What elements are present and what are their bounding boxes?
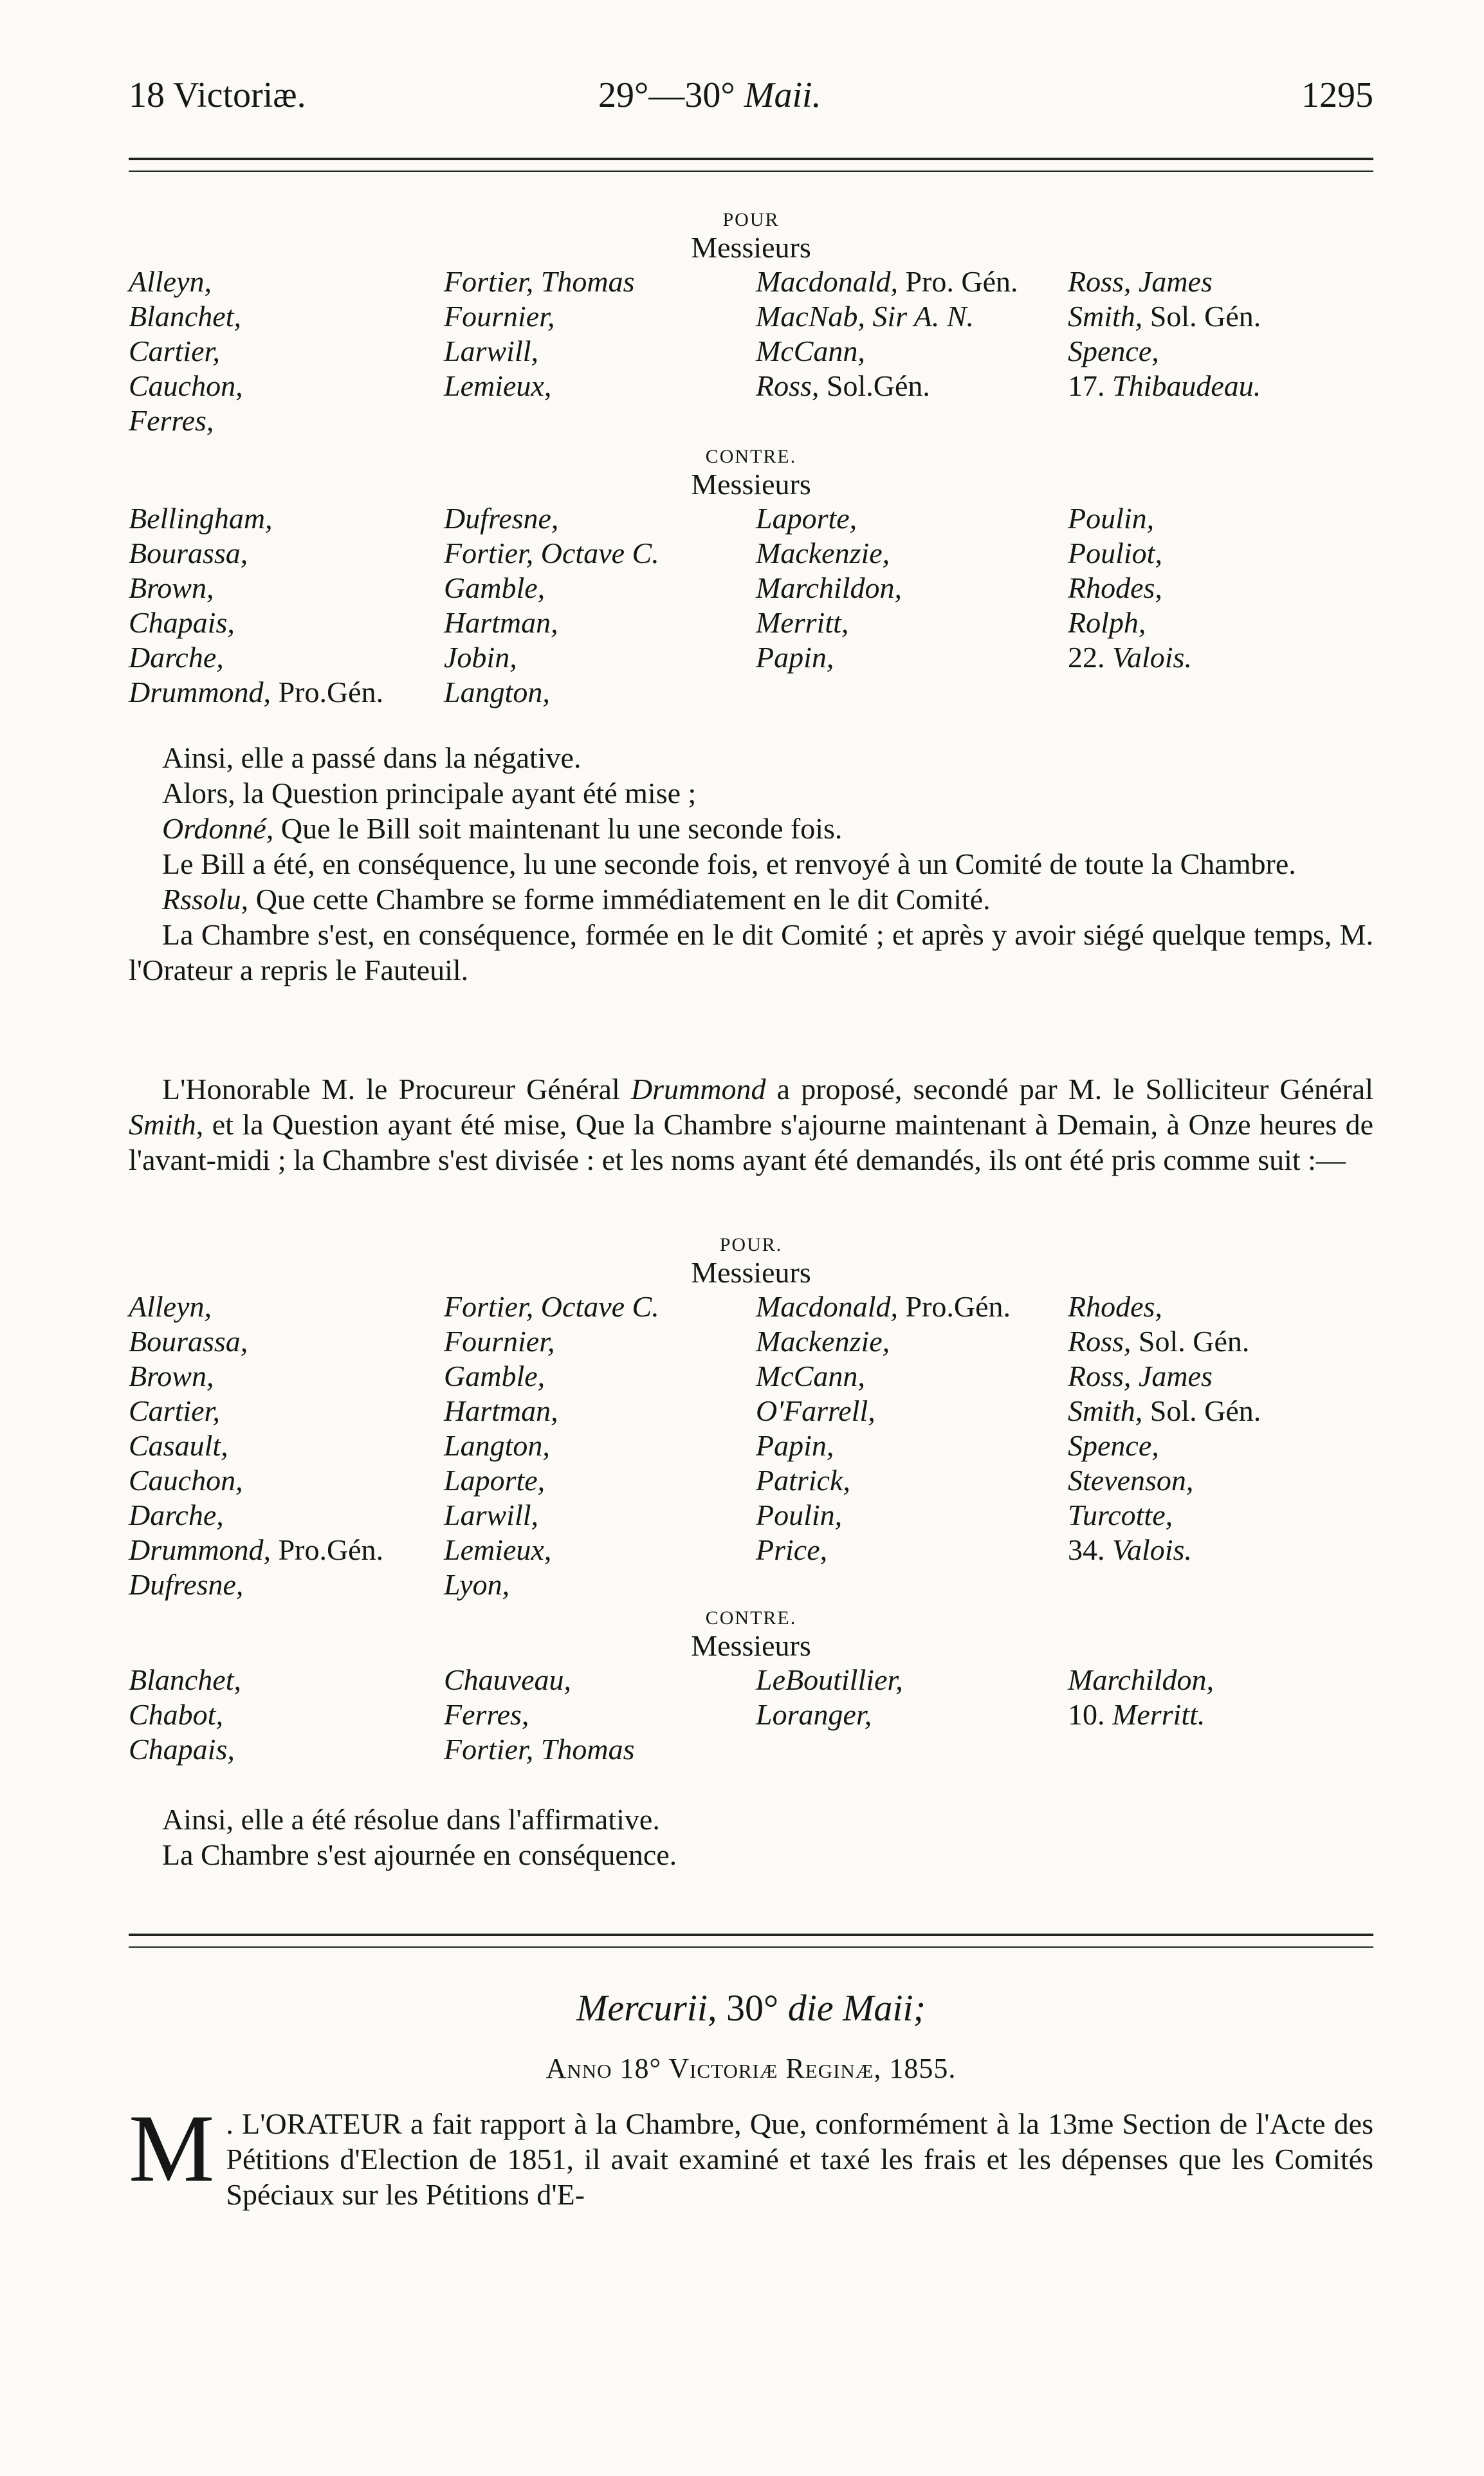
member-name: Bourassa, [129, 537, 248, 569]
name-row [129, 1567, 1373, 1602]
vote1-contre-messieurs: Messieurs [691, 468, 811, 501]
name-row [129, 369, 1373, 403]
member-name: Jobin, [444, 641, 517, 674]
paragraph: Ordonné, Que le Bill soit maintenant lu une seconde fois. [162, 812, 843, 845]
vote2-pour-messieurs: Messieurs [691, 1256, 811, 1289]
day-title: Mercurii, 30° die Maii; [576, 1987, 926, 2029]
header-dates: 29°—30° Maii. [598, 75, 821, 115]
member-name: Hartman, [444, 1394, 558, 1427]
paragraph: L'Honorable M. le Procureur Général Drummond a proposé, secondé par M. le Solliciteur Général Smith, et la Question ayant été mise, Que la Chambre s'ajourne maintenant à Demain, à Onze heures de l'avant-midi ; la Chambre s'est divisée : et les noms ayant été demandés, ils ont été pris comme suit :— [129, 1073, 1373, 1176]
page [129, 0, 1373, 2476]
member-name: Blanchet, [129, 300, 241, 333]
member-name: Macdonald, Pro.Gén. [756, 1290, 1011, 1323]
name-row [129, 1428, 1373, 1463]
member-name: Rhodes, [1068, 1290, 1162, 1323]
vote1-pour-names [129, 264, 1373, 438]
paragraph: La Chambre s'est, en conséquence, formée en le dit Comité ; et après y avoir siégé quelque temps, M. l'Orateur a repris le Fauteuil. [129, 918, 1373, 986]
member-name: Larwill, [444, 335, 539, 367]
member-name: Stevenson, [1068, 1464, 1194, 1497]
member-name: Papin, [756, 641, 834, 674]
opening-paragraph: M . L'ORATEUR a fait rapport à la Chambre, Que, conformément à la 13me Section de l'Acte des Pétitions d'Election de 1851, il avait examiné et taxé les frais et les dépenses que les Comités Spéciaux sur les Pétitions d'E- [129, 2095, 1373, 2211]
name-row [129, 403, 1373, 438]
member-name: 10. Merritt. [1068, 1698, 1205, 1731]
member-name: Marchildon, [756, 571, 902, 604]
drop-cap: M [129, 2095, 215, 2202]
member-name: Ross, Sol. Gén. [1068, 1325, 1250, 1358]
paragraph: Alors, la Question principale ayant été mise ; [162, 777, 697, 809]
member-name: Papin, [756, 1429, 834, 1462]
paragraph: La Chambre s'est ajournée en conséquence. [162, 1838, 677, 1871]
name-row [129, 299, 1373, 334]
member-name: Alleyn, [129, 1290, 212, 1323]
vote1-pour-messieurs: Messieurs [691, 231, 811, 264]
member-name: Chabot, [129, 1698, 223, 1731]
member-name: Ross, James [1068, 265, 1213, 298]
member-name: 17. Thibaudeau. [1068, 369, 1261, 402]
name-row [129, 605, 1373, 640]
running-header [129, 69, 1373, 121]
name-row [129, 264, 1373, 299]
member-name: Rolph, [1068, 606, 1146, 639]
member-name: Darche, [129, 641, 224, 674]
member-name: Bellingham, [129, 502, 273, 535]
member-name: Rhodes, [1068, 571, 1162, 604]
member-name: O'Farrell, [756, 1394, 875, 1427]
member-name: Hartman, [444, 606, 558, 639]
name-row [129, 1289, 1373, 1324]
member-name: Chapais, [129, 1733, 235, 1766]
member-name: Smith, Sol. Gén. [1068, 300, 1261, 333]
member-name: Patrick, [756, 1464, 850, 1497]
member-name: Smith, Sol. Gén. [1068, 1394, 1261, 1427]
member-name: Gamble, [444, 1360, 545, 1392]
member-name: Laporte, [756, 502, 857, 535]
member-name: Spence, [1068, 1429, 1159, 1462]
member-name: Ferres, [129, 404, 214, 437]
member-name: Fournier, [444, 300, 555, 333]
name-row [129, 1394, 1373, 1428]
name-row [129, 334, 1373, 369]
member-name: Ross, James [1068, 1360, 1213, 1392]
vote1-pour-label: POUR [722, 209, 780, 230]
member-name: Cartier, [129, 335, 220, 367]
member-name: Larwill, [444, 1499, 539, 1531]
member-name: Drummond, Pro.Gén. [129, 676, 384, 708]
section-rule [129, 1934, 1373, 1948]
member-name: McCann, [756, 335, 865, 367]
member-name: Langton, [444, 1429, 550, 1462]
name-row [129, 1359, 1373, 1394]
member-name: Ferres, [444, 1698, 529, 1731]
member-name: Darche, [129, 1499, 224, 1531]
text1-block [129, 740, 1373, 988]
member-name: Langton, [444, 676, 550, 708]
member-name: Lyon, [444, 1568, 510, 1601]
name-row [129, 1697, 1373, 1732]
vote1-contre-label: CONTRE. [705, 446, 797, 467]
member-name: Cauchon, [129, 369, 243, 402]
vote2-block [129, 1234, 1373, 1767]
member-name: Mackenzie, [756, 537, 890, 569]
name-row [129, 1663, 1373, 1697]
vote2-contre-messieurs: Messieurs [691, 1629, 811, 1662]
member-name: Blanchet, [129, 1663, 241, 1696]
member-name: Casault, [129, 1429, 228, 1462]
member-name: Pouliot, [1068, 537, 1162, 569]
page-number: 1295 [1301, 75, 1373, 115]
name-row [129, 536, 1373, 571]
member-name: Lemieux, [444, 369, 552, 402]
member-name: Mackenzie, [756, 1325, 890, 1358]
member-name: Chauveau, [444, 1663, 572, 1696]
name-row [129, 501, 1373, 536]
member-name: LeBoutillier, [756, 1663, 903, 1696]
member-name: Fortier, Octave C. [444, 1290, 659, 1323]
member-name: Spence, [1068, 335, 1159, 367]
paragraph: Ainsi, elle a été résolue dans l'affirmative. [162, 1803, 660, 1836]
member-name: MacNab, Sir A. N. [756, 300, 975, 333]
member-name: Alleyn, [129, 265, 212, 298]
member-name: Loranger, [756, 1698, 872, 1731]
paragraph: Rssolu, Que cette Chambre se forme immédiatement en le dit Comité. [162, 883, 991, 916]
member-name: Fortier, Octave C. [444, 537, 659, 569]
vote2-contre-label: CONTRE. [705, 1607, 797, 1629]
name-row [129, 1498, 1373, 1533]
name-row [129, 675, 1373, 710]
name-row [129, 1324, 1373, 1359]
member-name: Marchildon, [1068, 1663, 1214, 1696]
member-name: Ross, Sol.Gén. [756, 369, 930, 402]
vote2-pour-names [129, 1289, 1373, 1602]
member-name: Turcotte, [1068, 1499, 1173, 1531]
paragraph: Le Bill a été, en conséquence, lu une seconde fois, et renvoyé à un Comité de toute la Chambre. [162, 847, 1296, 880]
vote2-contre-names [129, 1663, 1373, 1767]
member-name: Brown, [129, 571, 214, 604]
member-name: Macdonald, Pro. Gén. [756, 265, 1018, 298]
vote2-pour-label: POUR. [719, 1234, 783, 1255]
member-name: Chapais, [129, 606, 235, 639]
member-name: Poulin, [756, 1499, 843, 1531]
member-name: Price, [756, 1533, 828, 1566]
member-name: Merritt, [756, 606, 849, 639]
member-name: 22. Valois. [1068, 641, 1192, 674]
member-name: Cartier, [129, 1394, 220, 1427]
member-name: Lemieux, [444, 1533, 552, 1566]
name-row [129, 1533, 1373, 1567]
paragraph: Ainsi, elle a passé dans la négative. [162, 741, 582, 774]
day-block [129, 1985, 1373, 2212]
member-name: Brown, [129, 1360, 214, 1392]
text3-block [129, 1802, 1373, 1872]
anno-line: Anno 18° Victoriæ Reginæ, 1855. [545, 2053, 957, 2084]
member-name: Cauchon, [129, 1464, 243, 1497]
vote1-contre-names [129, 501, 1373, 710]
vote1-block [129, 209, 1373, 710]
member-name: Dufresne, [444, 502, 559, 535]
member-name: McCann, [756, 1360, 865, 1392]
text2-block [129, 1071, 1373, 1178]
member-name: Fortier, Thomas [444, 1733, 635, 1766]
member-name: 34. Valois. [1068, 1533, 1192, 1566]
member-name: Poulin, [1068, 502, 1155, 535]
name-row [129, 571, 1373, 605]
member-name: Fortier, Thomas [444, 265, 635, 298]
member-name: Laporte, [444, 1464, 545, 1497]
member-name: Fournier, [444, 1325, 555, 1358]
member-name: Gamble, [444, 571, 545, 604]
header-session: 18 Victoriæ. [129, 75, 306, 115]
name-row [129, 1732, 1373, 1767]
name-row [129, 640, 1373, 675]
header-rule [129, 158, 1373, 172]
name-row [129, 1463, 1373, 1498]
member-name: Dufresne, [129, 1568, 244, 1601]
member-name: Bourassa, [129, 1325, 248, 1358]
member-name: Drummond, Pro.Gén. [129, 1533, 384, 1566]
